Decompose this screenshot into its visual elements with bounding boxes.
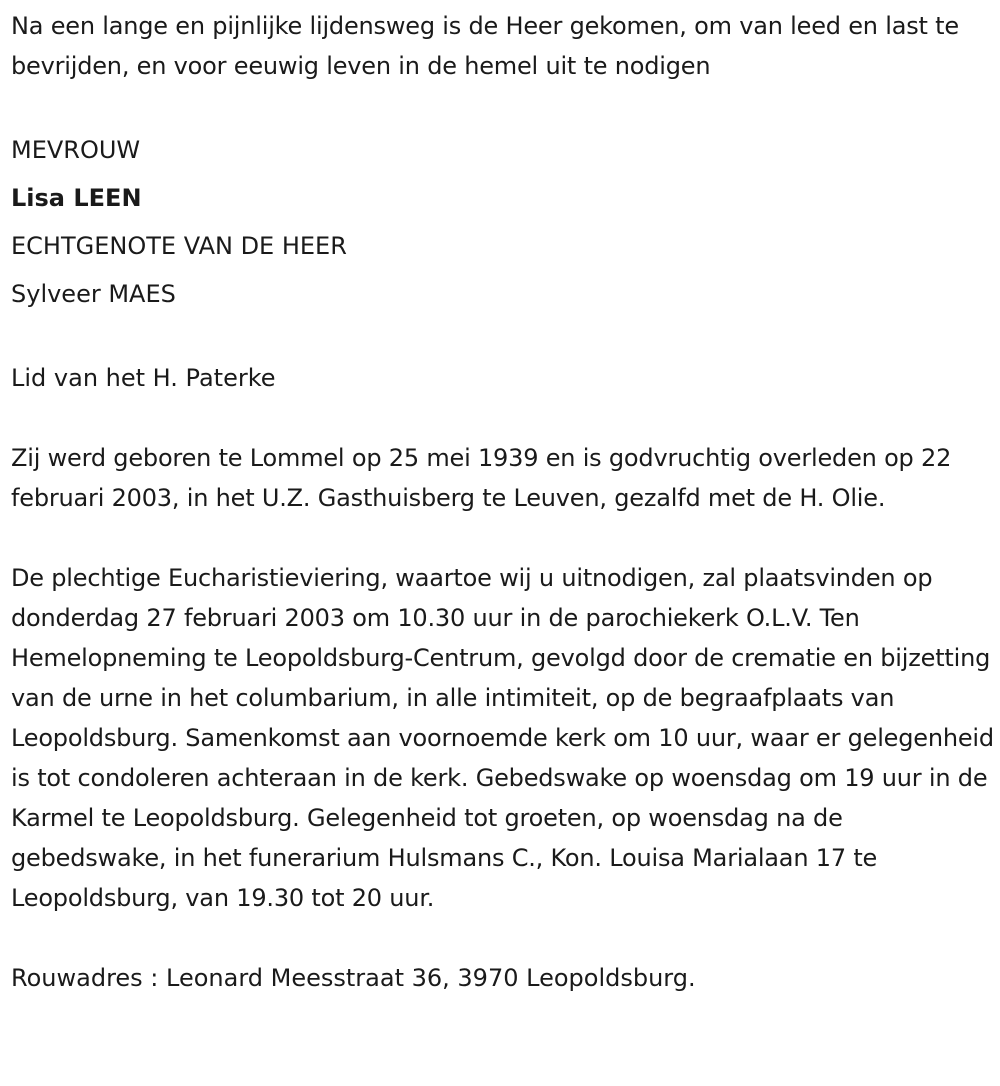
spouse-name: Sylveer MAES [11,280,176,308]
spacer [11,518,994,558]
spacer [11,318,994,358]
spacer [11,86,994,126]
membership-line: Lid van het H. Paterke [11,364,276,392]
spouse-label: ECHTGENOTE VAN DE HEER [11,232,347,260]
birth-death-paragraph: Zij werd geboren te Lommel op 25 mei 1939 en is godvruchtig overleden op 22 februari 2003, in het U.Z. Gasthuisberg te Leuven, gezalfd met de H. Olie. [11,444,952,512]
spacer [11,398,994,438]
spacer [11,918,994,958]
address-line: Rouwadres : Leonard Meesstraat 36, 3970 Leopoldsburg. [11,964,696,992]
intro-paragraph: Na een lange en pijnlijke lijdensweg is de Heer gekomen, om van leed en last te bevrijden, en voor eeuwig leven in de hemel uit te nodigen [11,12,959,80]
deceased-name: Lisa LEEN [11,184,142,212]
title-line: MEVROUW [11,136,141,164]
ceremony-paragraph: De plechtige Eucharistieviering, waartoe wij u uitnodigen, zal plaatsvinden op donderdag 27 februari 2003 om 10.30 uur in de parochiekerk O.L.V. Ten Hemelopneming te Leopoldsburg-Centrum, gevolgd door de crematie en bijzetting van de urne in het columbarium, in alle intimiteit, op de begraafplaats van Leopoldsburg. Samenkomst aan voornoemde kerk om 10 uur, waar er gelegenheid is tot condoleren achteraan in de kerk. Gebedswake op woensdag om 19 uur in de Karmel te Leopoldsburg. Gelegenheid tot groeten, op woensdag na de gebedswake, in het funerarium Hulsmans C., Kon. Louisa Marialaan 17 te Leopoldsburg, van 19.30 tot 20 uur. [11,564,994,912]
